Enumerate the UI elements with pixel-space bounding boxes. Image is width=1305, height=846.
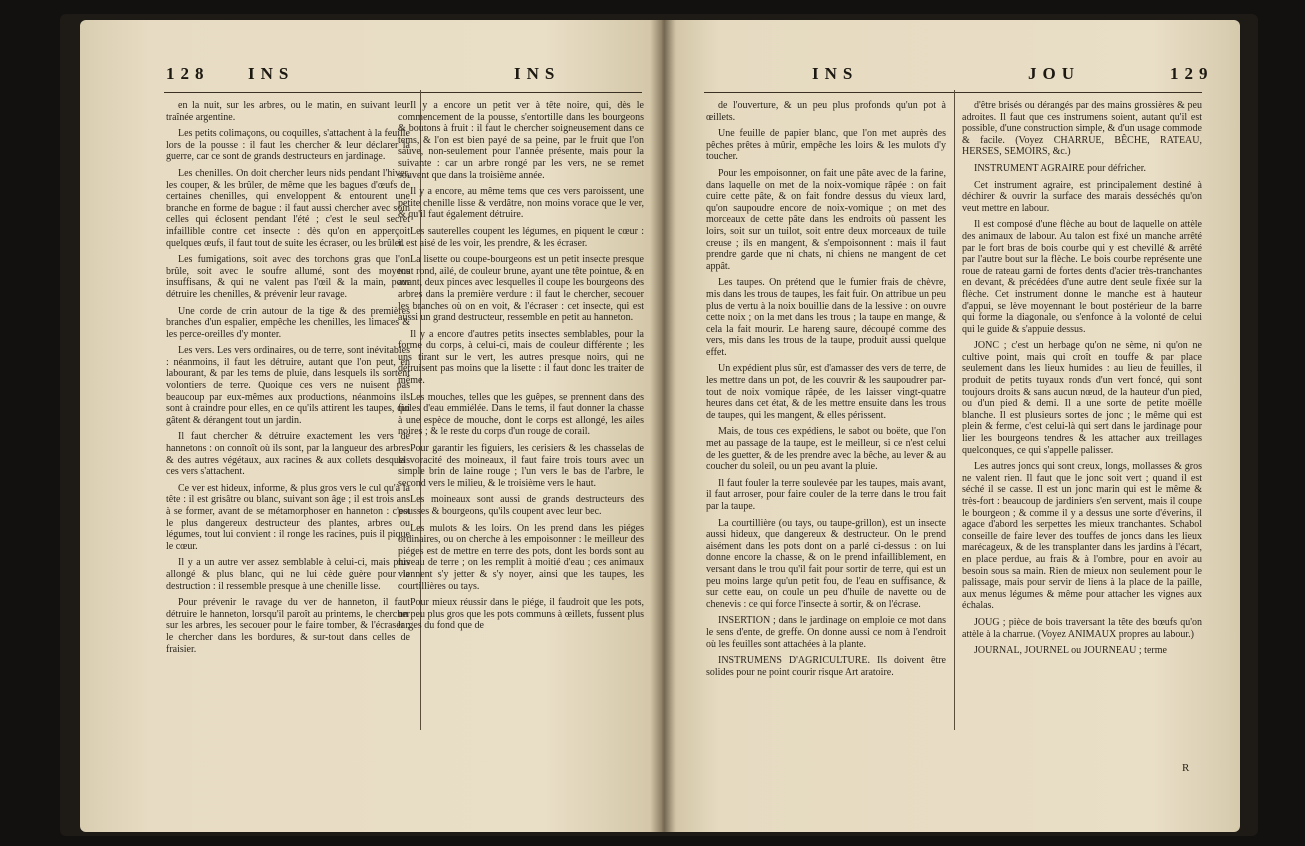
paragraph: Les taupes. On prétend que le fumier frais de chèvre, mis dans les trous de taupes, les fait fuir. On attribue un peu plus de vertu à la noix bouillie dans de la lessive : on ouvre cette noix ; on la met dans les trous ; la taupe en mange, & cela la fait mourir. Le hareng saure, découpé comme des vers, mis dans les trous de la taupe, produit aussi quelque effet. xyxy=(706,277,946,358)
right-page xyxy=(662,20,1240,832)
paragraph: Il y a un autre ver assez semblable à celui-ci, mais plus allongé & plus blanc, qui ne lui cède guère pour la destruction : il ressemble presque à une chenille lisse. xyxy=(166,557,410,592)
paragraph: INSTRUMENS D'AGRICULTURE. Ils doivent être solides pour ne point courir risque Art aratoire. xyxy=(706,655,946,678)
book-gutter xyxy=(650,20,676,832)
paragraph: Une feuille de papier blanc, que l'on met auprès des pêches prêtes à mûrir, empêche les loirs & les mulots d'y toucher. xyxy=(706,128,946,163)
paragraph: Il y a encore d'autres petits insectes semblables, pour la forme du corps, à celui-ci, mais de couleur différente ; les uns tirant sur le vert, les autres presque noirs, qui ne détruisent pas moins que la lisette : il faut donc les traiter de même. xyxy=(398,328,644,387)
paragraph: Pour prévenir le ravage du ver de hanneton, il faut détruire le hanneton, lorsqu'il paroît au printems, le chercher sur les arbres, les secouer pour le faire tomber, & l'écraser ; le chercher dans les bordures, & sur-tout dans celles de fraisier. xyxy=(166,597,410,655)
paragraph: Il est composé d'une flèche au bout de laquelle on attèle des animaux de labour. Au talon est fixé un manche arrêté par le fort bras de bois courbe qui y est chevillé & arrêté par l'autre bout sur la flèche. Le bois courbe représente une roue de rateau garni de fortes dents d'acier très-tranchantes en devant, & précédées d'une autre dent seule fixée sur la flèche. Cet instrument donne le manche est à hauteur d'appui, se lève moyennant le bout postérieur de la barre qui forme la diagonale, ou s'enfonce à la volonté de celui qui le guide & s'appuie dessus. xyxy=(962,219,1202,335)
paragraph: Il faut chercher & détruire exactement les vers de hannetons : on connoît où ils sont, par la langueur des arbres & des autres végétaux, aux racines & aux collets desquels ces vers s'attachent. xyxy=(166,431,410,478)
paragraph: INSERTION ; dans le jardinage on emploie ce mot dans le sens d'ente, de greffe. On donne aussi ce nom à l'endroit où les feuilles sont attachées à la plante. xyxy=(706,615,946,650)
running-header-left-col2: INS xyxy=(514,64,561,83)
paragraph: Une corde de crin autour de la tige & des premières branches d'un espalier, empêche les chenilles, les limaces & les perce-oreilles d'y monter. xyxy=(166,305,410,340)
paragraph: de l'ouverture, & un peu plus profonds qu'un pot à œillets. xyxy=(706,100,946,123)
paragraph: Il faut fouler la terre soulevée par les taupes, mais avant, il faut arroser, pour faire couler de la terre dans le trou fait par la taupe. xyxy=(706,477,946,512)
paragraph: Les chenilles. On doit chercher leurs nids pendant l'hiver, les couper, & les brûler, de même que les bagues d'œufs de certaines chenilles, qui enveloppent & entourent une branche en forme de bague : il faut aussi chercher avec soin celles qui éclosent pendant l'été ; c'est le seul secret infaillible contre cet insecte : dès qu'on en apperçoit quelques œufs, il faut tout de suite les écraser, ou les brûler. xyxy=(166,167,410,249)
paragraph: Les mouches, telles que les guêpes, se prennent dans des fioles d'eau emmiélée. Dans le tems, il faut donner la chasse à une espèce de mouche, dont le corps est allongé, les ailes noires ; & le reste du corps d'un rouge de corail. xyxy=(398,391,644,438)
header-rule-right xyxy=(704,92,1202,93)
paragraph: Il y a encore un petit ver à tête noire, qui, dès le commencement de la pousse, s'entortille dans les bourgeons & boutons à fruit : il faut le chercher soigneusement dans ce tems, & l'on est bien payé de sa peine, par le fruit que l'on sauve, non-seulement pour l'année présente, mais pour la suivante : car un arbre rongé par les vers, ne se remet souvent que dans la troisième année. xyxy=(398,100,644,181)
paragraph: Ce ver est hideux, informe, & plus gros vers le cul qu'à la tête : il est grisâtre ou blanc, suivant son âge ; il est trois ans à se former, avant de se métamorphoser en hanneton : c'est le plus dangereux destructeur des plantes, arbres ou légumes, tout lui convient : il ronge les racines, puis il pique le cœur. xyxy=(166,482,410,552)
header-rule-left xyxy=(164,92,642,93)
paragraph: Pour garantir les figuiers, les cerisiers & les chasselas de la voracité des moineaux, il faut faire trois tours avec un simple brin de laine rouge ; l'un vers le bas de l'arbre, le second vers le milieu, & le troisième vers le haut. xyxy=(398,443,644,489)
right-column-1 xyxy=(706,100,946,683)
left-column-1 xyxy=(166,100,410,660)
paragraph: d'être brisés ou dérangés par des mains grossières & peu adroites. Il faut que ces instrumens soient, autant qu'il est possible, d'une construction simple, & d'un usage commode & facile. (Voyez CHARRUE, BÊCHE, RATEAU, HERSES, SEMOIRS, &c.) xyxy=(962,100,1202,158)
paragraph: Il y a encore, au même tems que ces vers paroissent, une petite chenille lisse & verdâtre, non moins vorace que le ver, & qu'il faut également détruire. xyxy=(398,186,644,221)
left-column-2 xyxy=(398,100,644,637)
paragraph: La courtillière (ou tays, ou taupe-grillon), est un insecte aussi hideux, que dangereux & destructeur. On le prend aisément dans les pots dont on a parlé ci-dessus : on lui donne encore la chasse, & on le prend infailliblement, en versant dans le trou qu'il fait pour sortir de terre, qui est un peu moins large qu'un petit fou, de l'eau en suffisance, & sur cette eau, on coule un peu d'huile de navette ou de chenevis : ce qui force l'insecte à sortir, & on l'écrase. xyxy=(706,517,946,610)
page-number-right: 129 xyxy=(1170,64,1214,83)
left-page xyxy=(80,20,662,832)
paragraph: en la nuit, sur les arbres, ou le matin, en suivant leur traînée argentine. xyxy=(166,100,410,123)
paragraph: La lisette ou coupe-bourgeons est un petit insecte presque tout rond, ailé, de couleur brune, ayant une tête pointue, & en avant, deux pinces avec lesquelles il coupe les bourgeons des arbres dans la première verdure : il faut le chercher, secouer les branches où on en voit, & l'écraser : cet insecte, qui est aussi un grand destructeur, ressemble en petit au hanneton. xyxy=(398,254,644,324)
column-divider-right xyxy=(954,90,955,730)
paragraph: JOURNAL, JOURNEL ou JOURNEAU ; terme xyxy=(974,645,1167,657)
signature-mark: R xyxy=(1182,762,1190,774)
paragraph: Pour les empoisonner, on fait une pâte avec de la farine, dans laquelle on met de la noix-vomique râpée : on fait cuire cette pâte, & on fait fondre dessus du vieux lard, qu'on saupoudre encore de noix-vomique ; on met des morceaux de cette pâte dans les endroits où passent les loirs, soit sur un tuilot, soit entre deux morceaux de tuile creuse ; ils en mangent, & s'empoisonnent : mais il faut prendre garde que ni chats, ni chiens ne mangent de cet appât. xyxy=(706,167,946,272)
paragraph: Mais, de tous ces expédiens, le sabot ou boëte, que l'on met au passage de la taupe, est le meilleur, si ce n'est celui de les guetter, & de les prendre avec la bêche, au lever & au coucher du soleil, ou un peu avant la pluie. xyxy=(706,426,946,473)
running-header-left-col1: INS xyxy=(248,64,295,83)
paragraph: Les moineaux sont aussi de grands destructeurs des pousses & bourgeons, qu'ils coupent avec leur bec. xyxy=(398,494,644,517)
paragraph: Un expédient plus sûr, est d'amasser des vers de terre, de les mettre dans un pot, de les couvrir & les saupoudrer par-tout de noix vomique râpée, de les laisser vingt-quatre heures dans cet état, & de les mettre ensuite dans les trous de taupes, qui les mangent, & elles périssent. xyxy=(706,363,946,421)
page-number-left: 128 xyxy=(166,64,210,83)
running-header-right-col1: INS xyxy=(812,64,859,83)
paragraph: INSTRUMENT AGRAIRE pour défricher. xyxy=(974,162,1147,174)
paragraph: Les petits colimaçons, ou coquilles, s'attachent à la feuille lors de la pousse : il faut les chercher & leur déclarer la guerre, car ce sont de grands destructeurs en jardinage. xyxy=(166,128,410,163)
running-header-right-col2: JOU xyxy=(1028,64,1080,83)
paragraph: JOUG ; pièce de bois traversant la tête des bœufs qu'on attèle à la charrue. (Voyez ANIMAUX propres au labour.) xyxy=(962,616,1202,640)
paragraph: Les mulots & les loirs. On les prend dans les piéges ordinaires, ou on cherche à les empoisonner : le meilleur des piéges est de mettre en terre des pots, dont les bords sont au niveau de terre ; on les remplit à moitié d'eau ; ces animaux viennent s'y jetter & s'y noyer, ainsi que les taupes, les courtillières ou tays. xyxy=(398,522,644,592)
paragraph: Les sauterelles coupent les légumes, en piquent le cœur : il est aisé de les voir, les prendre, & les écraser. xyxy=(398,225,644,249)
paragraph: Les autres joncs qui sont creux, longs, mollasses & gros ne valent rien. Il faut que le jonc soit vert ; quand il est séché il se casse. Il est un jonc marin qui est le même & très-fort : beaucoup de jardiniers s'en servent, mais il coupe le bourgeon ; & comme il y a dessus une sorte d'éverins, il agace d'abord les serpettes les mieux tranchantes. Schabol conseille de faire lever des touffes de joncs dans les lieux marécageux, & de les transplanter dans les jardins à l'écart, en place perdue, au frais & à l'ombre, pour en avoir au besoin sous sa main. Rien de mieux non seulement pour le palissage, mais pour servir de liens à la place de la paille, aux menus légumes & même pour attacher les vignes aux échalas. xyxy=(962,461,1202,612)
paragraph: Les fumigations, soit avec des torchons gras que l'on brûle, soit avec le soufre allumé, sont des moyens insuffisans, & qui ne valent pas l'œil & la main, pour détruire les chenilles, & prévenir leur ravage. xyxy=(166,254,410,300)
paragraph: Cet instrument agraire, est principalement destiné à déchirer & ouvrir la surface des marais desséchés qu'on veut mettre en labour. xyxy=(962,179,1202,214)
open-book xyxy=(60,14,1258,836)
paragraph: Pour mieux réussir dans le piége, il faudroit que les pots, un peu plus gros que les pots communs à œillets, fussent plus larges du fond que de xyxy=(398,597,644,632)
right-column-2 xyxy=(962,100,1202,662)
paragraph: JONC ; c'est un herbage qu'on ne sème, ni qu'on ne cultive point, mais qui croît en touffe & par place seulement dans les lieux humides : au lieu de feuilles, il produit de petits tuyaux ronds d'un vert foncé, qui sont toujours droits & sans aucun nœud, de la hauteur d'un pied, ou d'un pied & demi. Il a une sorte de petite moëlle blanche. Il est plusieurs sortes de jonc ; le même qui est plein & ferme, c'est celui-là qui sert dans le jardinage pour lier les bourgeons tendres & les attacher aux treillages quelconques, ce qui s'appelle palisser. xyxy=(962,340,1202,456)
paragraph: Les vers. Les vers ordinaires, ou de terre, sont inévitables : néanmoins, il faut les détruire, autant que l'on peut, en labourant, & par les tems de pluie, dans lesquels ils sortent volontiers de terre. Quoique ces vers ne nuisent pas beaucoup par eux-mêmes aux productions, néanmoins ils sont à craindre pour elles, en ce qu'ils attirent les taupes, qui gâtent & dérangent tout un jardin. xyxy=(166,345,410,426)
